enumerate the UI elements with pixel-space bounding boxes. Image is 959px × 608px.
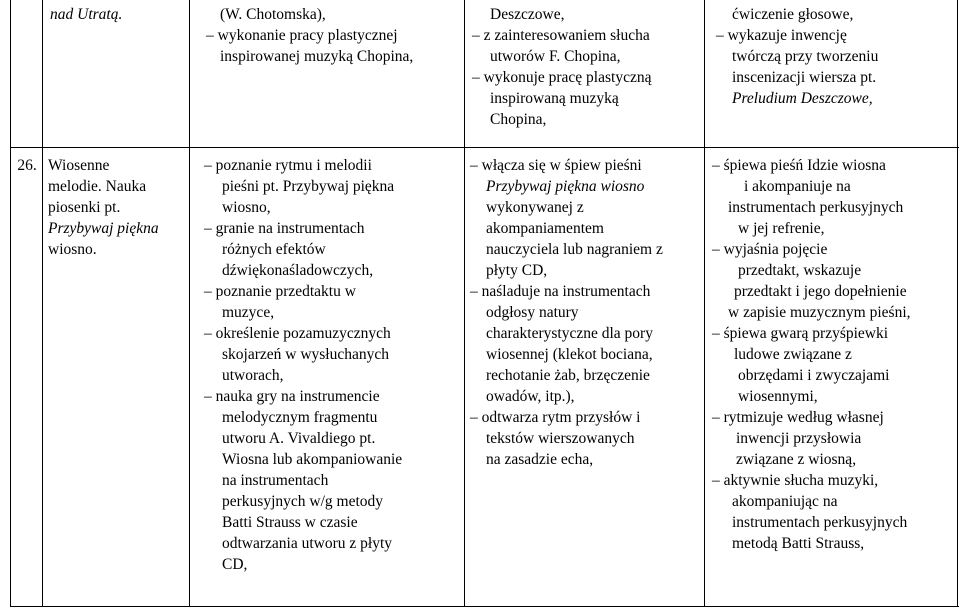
table-right-border (957, 0, 958, 607)
row1-activities-line: (W. Chotomska), (220, 6, 326, 23)
row2-topic-cell (48, 155, 188, 260)
column-divider-3 (464, 0, 465, 607)
row1-topic-cell (50, 4, 186, 25)
row1-activities-line: inspirowanej muzyką Chopina, (220, 48, 414, 65)
row2-activities-cell (204, 155, 462, 575)
row2-outcomes-cell (470, 155, 702, 470)
row2-activities-line: odtwarzania utworu z płyty (222, 535, 393, 552)
row2-activities-line: – określenie pozamuzycznych (204, 325, 391, 342)
row2-activities-line: perkusyjnych w/g metody (222, 493, 384, 510)
row1-outcomes-line: Chopina, (490, 111, 547, 128)
row2-activities-line: różnych efektów (222, 241, 326, 258)
row1-outcomes-line: utworów F. Chopina, (490, 48, 621, 65)
row1-activities-line: – wykonanie pracy plastycznej (206, 27, 398, 44)
row1-activities-cell (206, 4, 461, 67)
row2-activities-line: CD, (222, 556, 248, 573)
row2-activities-line: Batti Strauss w czasie (222, 514, 358, 531)
row2-outcomes-line: wiosennej (klekot bociana, (486, 346, 653, 363)
row2-skills-line: obrzędami i zwyczajami (738, 367, 890, 384)
row2-outcomes-line: – odtwarza rytm przysłów i (470, 409, 641, 426)
row2-skills-line: przedtakt, wskazuje (738, 262, 862, 279)
row1-outcomes-cell (472, 4, 702, 130)
row2-skills-line: – śpiewa gwarą przyśpiewki (712, 325, 889, 342)
song-title-intro: pieśni pt. Przybywaj piękna (222, 178, 395, 195)
row2-skills-line: – śpiewa pieśń Idzie wiosna (712, 157, 886, 174)
row1-skills-line: inscenizacji wiersza pt. (732, 69, 877, 86)
row2-skills-line: akompaniując na (732, 493, 838, 510)
row1-outcomes-line: Deszczowe, (490, 6, 565, 23)
row2-activities-line (204, 176, 462, 197)
row2-outcomes-line: wykonywanej z (486, 199, 584, 216)
row2-topic-line: Wiosenne (48, 157, 110, 174)
row2-activities-line: skojarzeń w wysłuchanych (222, 346, 390, 363)
row2-outcomes-line: – naśladuje na instrumentach (470, 283, 651, 300)
column-divider-1 (42, 0, 43, 607)
row2-topic-line: melodie. Nauka (48, 178, 147, 195)
row1-skills-line: – wykazuje inwencję (716, 27, 847, 44)
row2-activities-line: Wiosna lub akompaniowanie (222, 451, 403, 468)
row2-skills-cell (712, 155, 955, 554)
row2-skills-line: w jej refrenie, (738, 220, 825, 237)
row2-outcomes-line: nauczyciela lub nagraniem z (486, 241, 663, 258)
row2-number-cell (12, 155, 42, 176)
row2-skills-line: ludowe związane z (734, 346, 852, 363)
row2-outcomes-line: owadów, itp.), (486, 388, 575, 405)
row2-activities-line: na instrumentach (222, 472, 329, 489)
row2-skills-line: i akompaniuje na (744, 178, 851, 195)
column-divider-4 (704, 0, 705, 607)
table-left-border (10, 0, 11, 607)
row2-outcomes-line: na zasadzie echa, (486, 451, 594, 468)
row2-outcomes-line: – włącza się w śpiew pieśni (470, 157, 642, 174)
row2-skills-line: metodą Batti Strauss, (732, 535, 865, 552)
row2-activities-line: muzyce, (222, 304, 275, 321)
row2-skills-line: związane z wiosną, (736, 451, 857, 468)
row2-activities-line: – granie na instrumentach (204, 220, 365, 237)
row2-outcomes-line: rechotanie żab, brzęczenie (486, 367, 650, 384)
row1-skills-line: ćwiczenie głosowe, (732, 6, 854, 23)
row1-skills-cell (716, 4, 954, 109)
row1-outcomes-line: – z zainteresowaniem słucha (472, 27, 650, 44)
row1-outcomes-line: – wykonuje pracę plastyczną (472, 69, 652, 86)
row2-outcomes-line: płyty CD, (486, 262, 548, 279)
row1-topic-line: nad Utratą. (50, 6, 123, 23)
row2-skills-line: inwencji przysłowia (736, 430, 862, 447)
column-divider-2 (189, 0, 190, 607)
row2-activities-line: – poznanie przedtaktu w (204, 283, 356, 300)
row2-skills-line: – rytmizuje według własnej (712, 409, 884, 426)
row2-activities-line: melodycznym fragmentu (222, 409, 378, 426)
lesson-number: 26. (17, 157, 37, 174)
row2-outcomes-line: Przybywaj piękna wiosno (486, 178, 645, 195)
row2-outcomes-line: charakterystyczne dla pory (486, 325, 653, 342)
row2-activities-line: – poznanie rytmu i melodii (204, 157, 372, 174)
row2-activities-line: – nauka gry na instrumencie (204, 388, 380, 405)
row2-outcomes-line: akompaniamentem (486, 220, 604, 237)
row1-skills-line: twórczą przy tworzeniu (732, 48, 879, 65)
row2-outcomes-line: odgłosy natury (486, 304, 579, 321)
row2-topic-line: wiosno. (48, 241, 97, 258)
row2-skills-line: – aktywnie słucha muzyki, (712, 472, 879, 489)
row2-skills-line: w zapisie muzycznym pieśni, (728, 304, 911, 321)
row1-skills-line: Preludium Deszczowe, (732, 90, 873, 107)
row1-outcomes-line: inspirowaną muzyką (490, 90, 619, 107)
row2-activities-line: utworach, (222, 367, 284, 384)
row2-skills-line: wiosennymi, (738, 388, 818, 405)
row2-skills-line: przedtakt i jego dopełnienie (734, 283, 907, 300)
row2-skills-line: – wyjaśnia pojęcie (712, 241, 828, 258)
row2-activities-line: wiosno, (222, 199, 271, 216)
table-bottom-border (10, 606, 959, 607)
row2-topic-line: piosenki pt. (48, 199, 121, 216)
row-divider (10, 147, 959, 148)
row2-activities-line: utworu A. Vivaldiego pt. (222, 430, 376, 447)
row2-outcomes-line: tekstów wierszowanych (486, 430, 635, 447)
row2-activities-line: dźwiękonaśladowczych, (222, 262, 374, 279)
row2-skills-line: instrumentach perkusyjnych (732, 514, 908, 531)
row2-skills-line: instrumentach perkusyjnych (728, 199, 904, 216)
row2-topic-line: Przybywaj piękna (48, 220, 159, 237)
